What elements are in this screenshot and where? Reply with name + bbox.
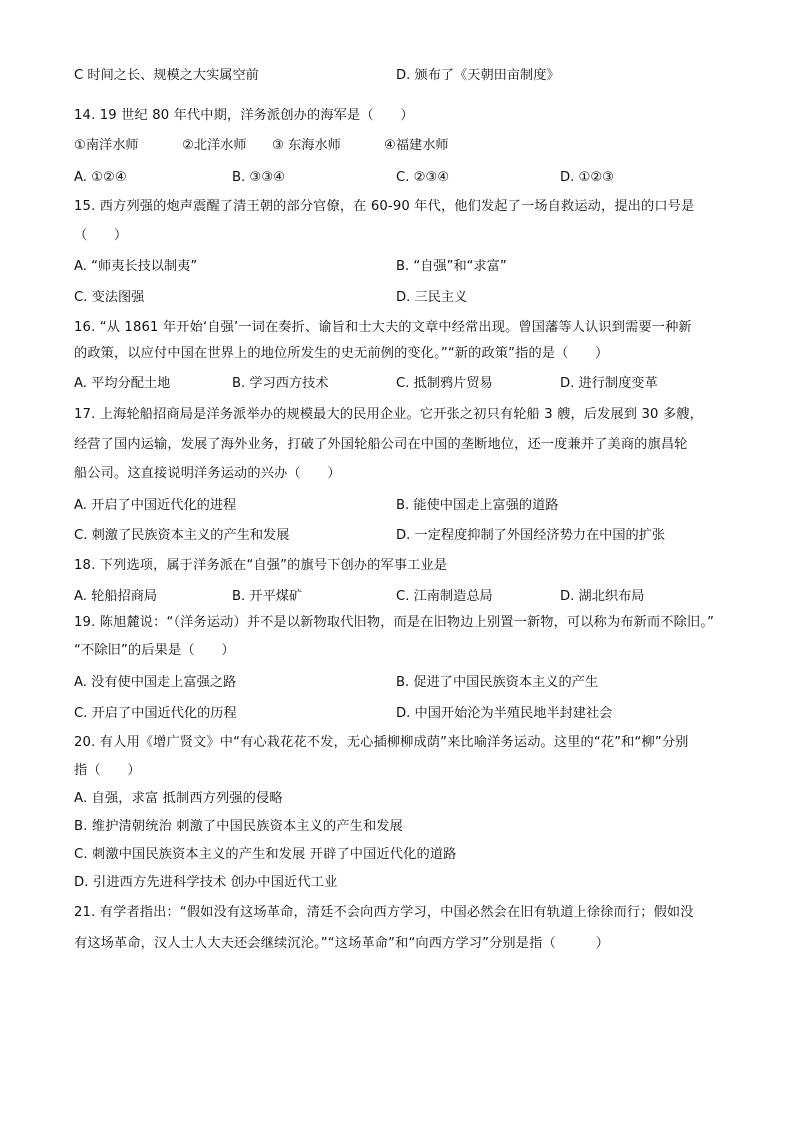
- q14-option-d: D. ①②③: [560, 170, 615, 185]
- q13-option-c: C 时间之长、规模之大实属空前: [74, 68, 259, 83]
- q18-stem: 18. 下列选项，属于洋务派在“自强”的旗号下创办的军事工业是: [74, 558, 448, 573]
- q20-option-a: A. 自强，求富 抵制西方列强的侵略: [74, 791, 283, 806]
- q19-options-ab: [74, 674, 724, 692]
- q17-option-d: D. 一定程度抑制了外国经济势力在中国的扩张: [396, 528, 666, 543]
- q21-stem-line2: 有这场革命，汉人士人大夫还会继续沉沦。”“这场革命”和“向西方学习”分别是指（ ）: [74, 936, 610, 951]
- q15-option-b: B. “自强”和“求富”: [396, 259, 507, 274]
- q14-item-4: ④福建水师: [384, 138, 449, 153]
- q17-stem-line1: 17. 上海轮船招商局是洋务派举办的规模最大的民用企业。它开张之初只有轮船 3 艘，后发展到 30 多艘，: [74, 407, 703, 422]
- q17-options-ab: [74, 497, 724, 515]
- q16-option-c: C. 抵制鸦片贸易: [396, 376, 493, 391]
- q14-stem: 14. 19 世纪 80 年代中期，洋务派创办的海军是（ ）: [74, 108, 414, 123]
- q19-option-c: C. 开启了中国近代化的历程: [74, 706, 237, 721]
- q19-options-cd: [74, 705, 724, 723]
- q15-options-cd: [74, 289, 724, 307]
- q19-option-a: A. 没有使中国走上富强之路: [74, 675, 237, 690]
- q18-option-d: D. 湖北织布局: [560, 589, 645, 604]
- q19-stem-line1: 19. 陈旭麓说：“（洋务运动）并不是以新物取代旧物，而是在旧物边上别置一新物，可以称为布新而不除旧。”: [74, 615, 715, 630]
- q14-item-1: ①南洋水师: [74, 138, 139, 153]
- q15-option-d: D. 三民主义: [396, 290, 468, 305]
- q21-stem-line1: 21. 有学者指出：“假如没有这场革命，清廷不会向西方学习，中国必然会在旧有轨道上徐徐而行；假如没: [74, 905, 694, 920]
- q20-option-d: D. 引进西方先进科学技术 创办中国近代工业: [74, 875, 338, 890]
- q14-option-a: A. ①②④: [74, 170, 127, 185]
- q14-item-2: ②北洋水师: [182, 138, 247, 153]
- q16-option-a: A. 平均分配土地: [74, 376, 171, 391]
- q16-option-d: D. 进行制度变革: [560, 376, 658, 391]
- q16-option-b: B. 学习西方技术: [232, 376, 329, 391]
- q15-options-ab: [74, 258, 724, 276]
- q13-options-cd: [74, 67, 724, 85]
- q19-option-b: B. 促进了中国民族资本主义的产生: [396, 675, 599, 690]
- q17-option-b: B. 能使中国走上富强的道路: [396, 498, 559, 513]
- q15-stem-line1: 15. 西方列强的炮声震醒了清王朝的部分官僚，在 60-90 年代，他们发起了一场自救运动，提出的口号是: [74, 199, 695, 214]
- q17-stem-line3: 船公司。这直接说明洋务运动的兴办（ ）: [74, 466, 341, 481]
- q15-option-c: C. 变法图强: [74, 290, 145, 305]
- q15-option-a: A. “师夷长技以制夷”: [74, 259, 198, 274]
- q17-options-cd: [74, 527, 724, 545]
- q14-options: [74, 169, 724, 187]
- q17-stem-line2: 经营了国内运输，发展了海外业务，打破了外国轮船公司在中国的垄断地位，还一度兼并了美商的旗昌轮: [74, 437, 688, 452]
- q18-option-c: C. 江南制造总局: [396, 589, 493, 604]
- q15-stem-line2: （ ）: [74, 228, 128, 243]
- q19-option-d: D. 中国开始沦为半殖民地半封建社会: [396, 706, 613, 721]
- q17-option-c: C. 刺激了民族资本主义的产生和发展: [74, 528, 290, 543]
- q20-stem-line2: 指（ ）: [74, 763, 141, 778]
- q14-items: [74, 137, 724, 155]
- q14-option-b: B. ③③④: [232, 170, 285, 185]
- q18-option-a: A. 轮船招商局: [74, 589, 158, 604]
- q13-option-d: D. 颁布了《天朝田亩制度》: [396, 68, 560, 83]
- q16-stem-line2: 的政策，以应付中国在世界上的地位所发生的史无前例的变化。”“新的政策”指的是（ ）: [74, 346, 609, 361]
- q20-option-b: B. 维护清朝统治 刺激了中国民族资本主义的产生和发展: [74, 819, 403, 834]
- q19-stem-line2: “不除旧”的后果是（ ）: [74, 643, 235, 658]
- q14-item-3: ③ 东海水师: [272, 138, 341, 153]
- q17-option-a: A. 开启了中国近代化的进程: [74, 498, 237, 513]
- q14-option-c: C. ②③④: [396, 170, 450, 185]
- q18-option-b: B. 开平煤矿: [232, 589, 303, 604]
- q18-options: [74, 588, 724, 606]
- q16-options: [74, 375, 724, 393]
- q20-option-c: C. 刺激中国民族资本主义的产生和发展 开辟了中国近代化的道路: [74, 847, 457, 862]
- q20-stem-line1: 20. 有人用《增广贤文》中“有心栽花花不发，无心插柳柳成荫”来比喻洋务运动。这里的“花”和“柳”分别: [74, 735, 689, 750]
- q16-stem-line1: 16. “从 1861 年开始‘自强’一词在奏折、谕旨和士大夫的文章中经常出现。曾国藩等人认识到需要一种新: [74, 320, 692, 335]
